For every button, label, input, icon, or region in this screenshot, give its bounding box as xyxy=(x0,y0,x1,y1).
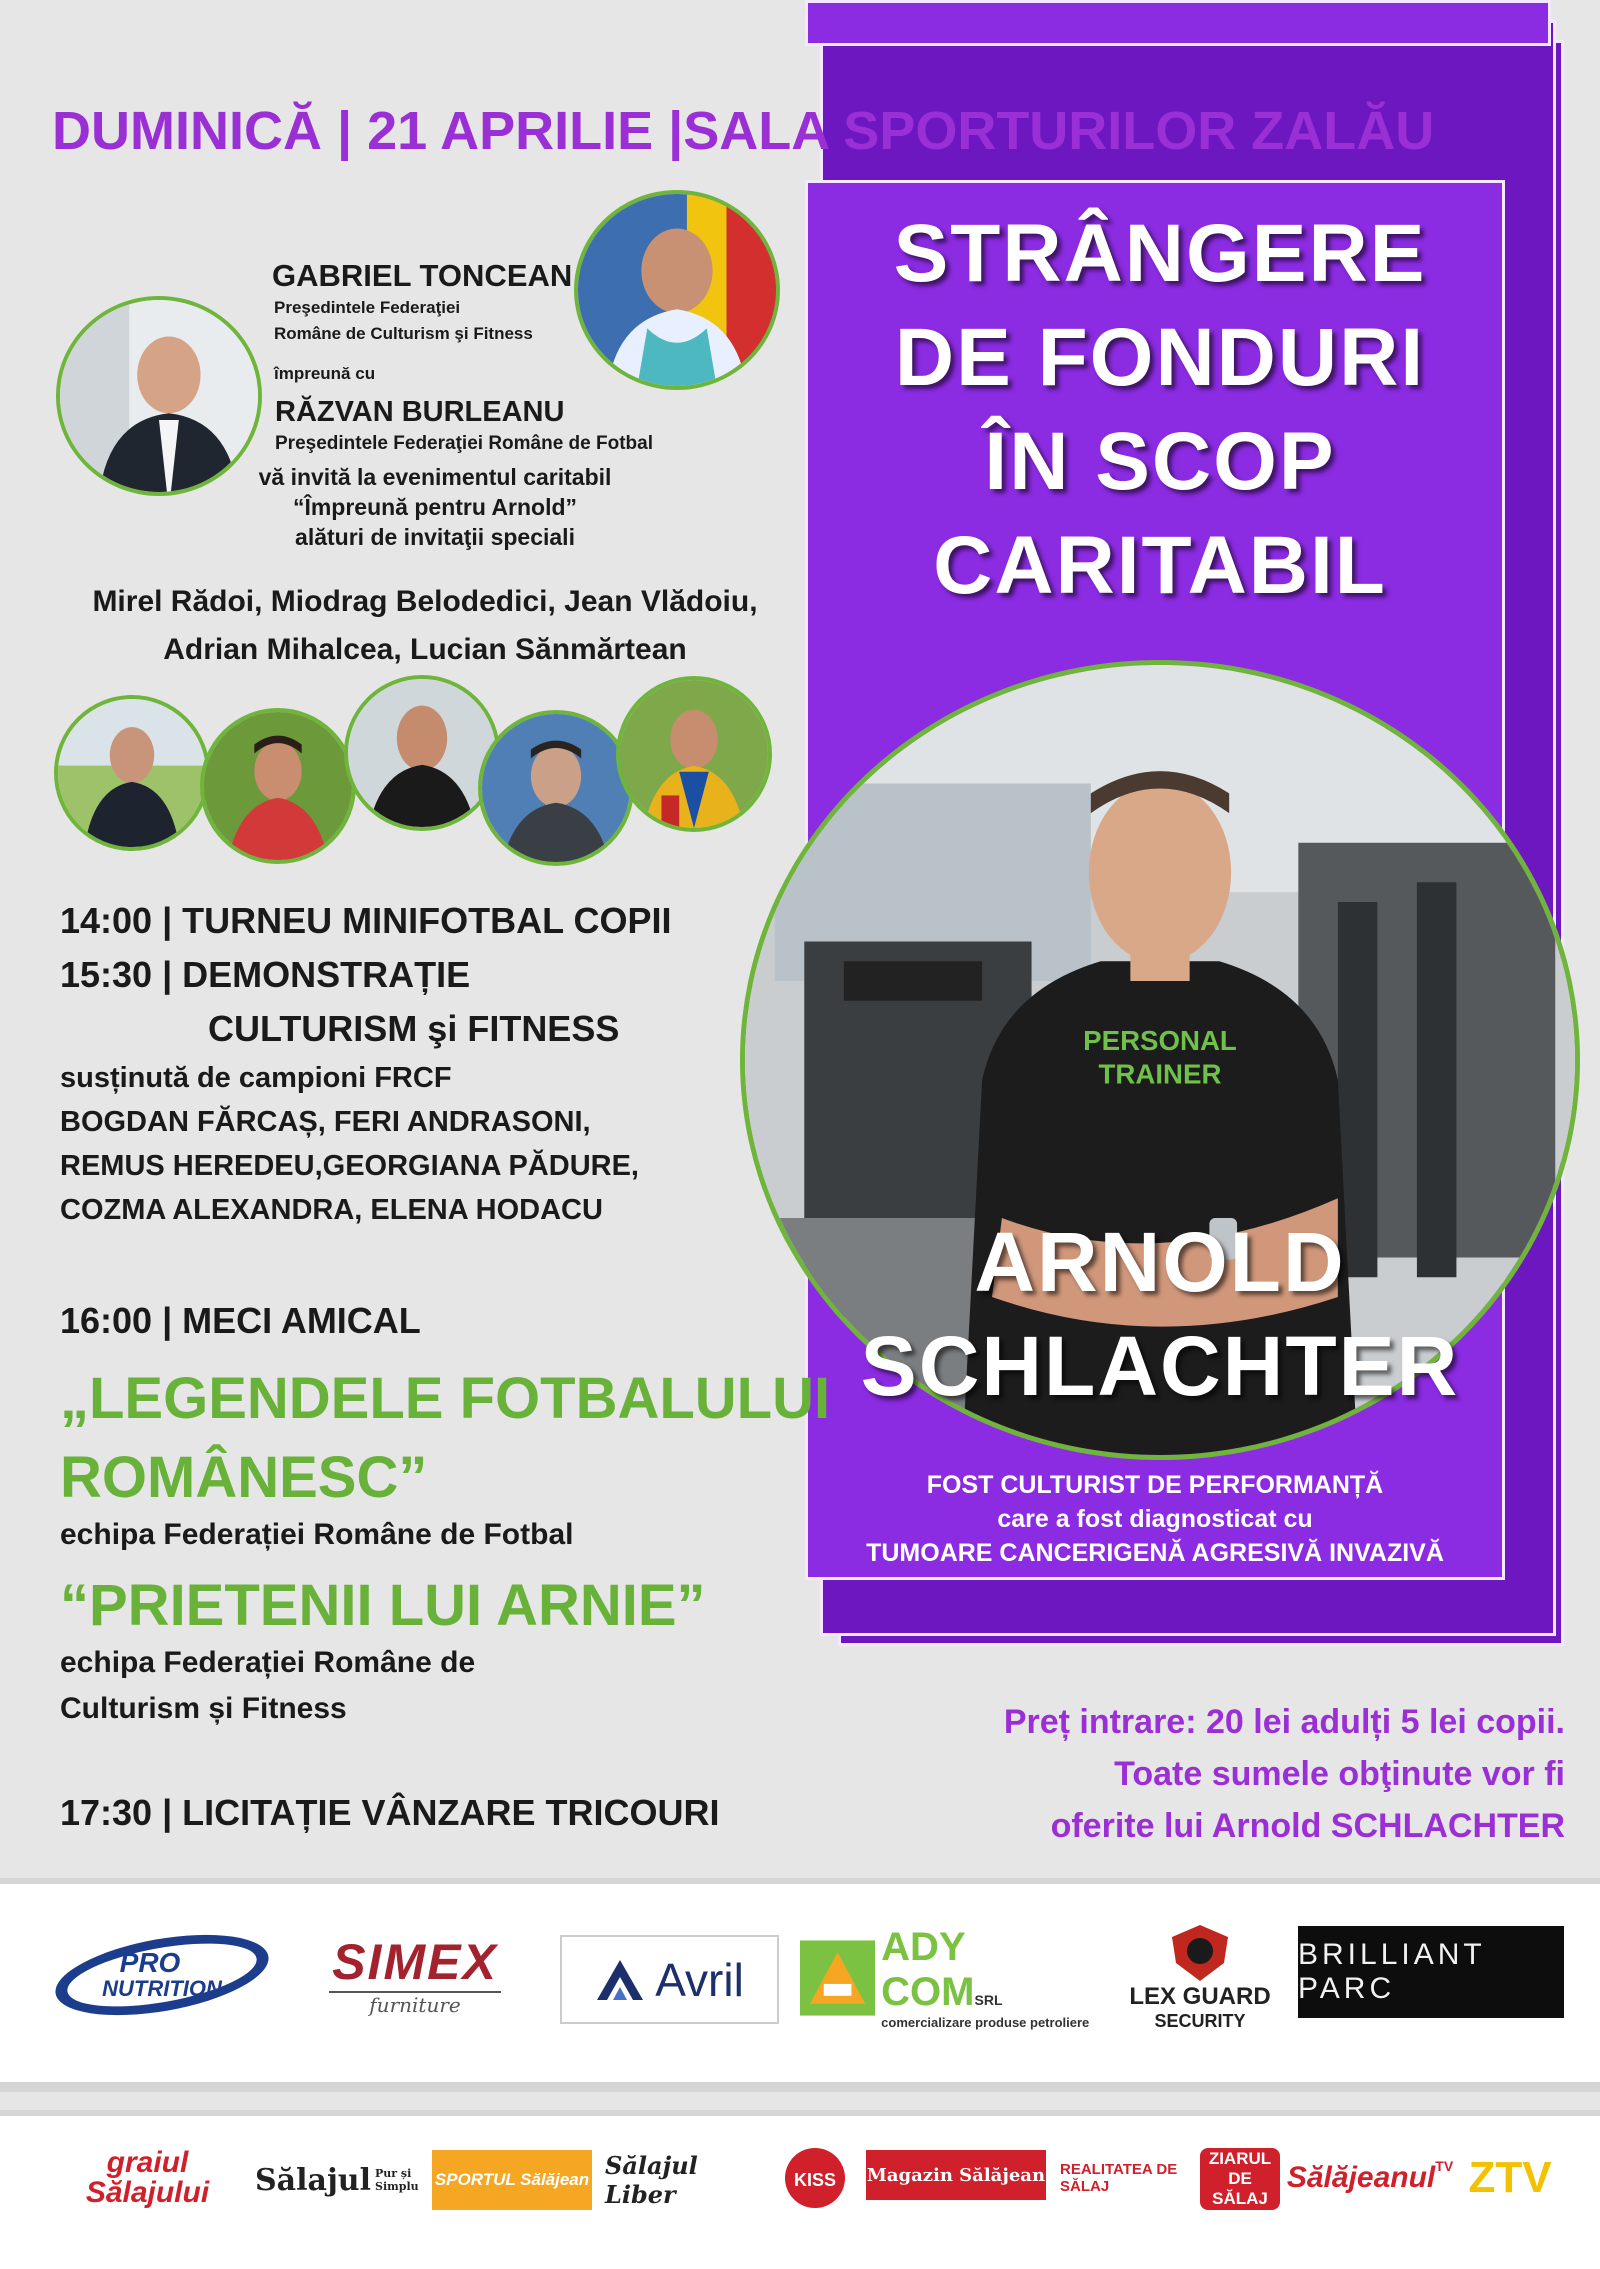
sportul-salajean-logo: SPORTUL Sălăjean xyxy=(432,2150,592,2210)
team1-desc: echipa Federației Române de Fotbal xyxy=(60,1518,574,1551)
salajului-text: Sălajului xyxy=(85,2176,210,2209)
guest-photo-radoi xyxy=(54,695,210,851)
team1-title-a: „LEGENDELE FOTBALULUI xyxy=(60,1366,831,1431)
kiss-text: KISS xyxy=(793,2170,837,2190)
special-guests xyxy=(40,578,810,674)
ztv-logo: ZTV xyxy=(1468,2152,1552,2202)
invite-line-1: vă invită la evenimentul caritabil xyxy=(258,464,612,490)
ziarul-de-salaj-logo: ZIARUL DE SĂLAJ xyxy=(1200,2148,1280,2210)
team2-title: “PRIETENII LUI ARNIE” xyxy=(60,1573,706,1638)
schedule-item-2d: BOGDAN FĂRCAȘ, FERI ANDRASONI, xyxy=(60,1106,591,1138)
host1-role-1: Preşedintele Federaţiei xyxy=(274,298,461,317)
event-date-location: DUMINICĂ | 21 APRILIE |SALA SPORTURILOR ZALĂU xyxy=(52,101,1435,161)
pro-text: PRO xyxy=(119,1947,181,1978)
schedule-item-2f: COZMA ALEXANDRA, ELENA HODACU xyxy=(60,1194,603,1226)
desc-line-3: TUMOARE CANCERIGENĂ AGRESIVĂ INVAZIVĂ xyxy=(866,1539,1444,1567)
guest-photo-mihalcea xyxy=(478,710,634,866)
price-info xyxy=(820,1696,1565,1852)
ady-com-logo xyxy=(800,1925,1095,2030)
lex-guard-shield-icon xyxy=(1168,1923,1232,1983)
guest-photo-belodedici xyxy=(200,708,356,864)
fundraising-title-1: STRÂNGERE xyxy=(893,208,1427,299)
host2-name: RĂZVAN BURLEANU xyxy=(275,396,565,428)
pur-simplu-text: Pur și Simplu xyxy=(375,2167,419,2193)
ady-com-srl: SRL xyxy=(974,1992,1003,2008)
salajul-liber-logo: Sălajul Liber xyxy=(605,2151,698,2209)
desc-line-1: FOST CULTURIST DE PERFORMANȚĂ xyxy=(926,1471,1384,1499)
host2-role: Preşedintele Federaţiei Române de Fotbal xyxy=(275,433,653,454)
guests-line-1: Mirel Rădoi, Miodrag Belodedici, Jean Vlădoiu, xyxy=(92,585,758,618)
together-with: împreună cu xyxy=(274,364,376,383)
schedule-item-2b: CULTURISM şi FITNESS xyxy=(208,1008,620,1049)
portrait-image xyxy=(578,194,776,386)
schedule-item-2a: 15:30 | DEMONSTRAȚIE xyxy=(60,954,471,995)
invite-block xyxy=(190,462,680,552)
nutrition-text: NUTRITION xyxy=(102,1976,222,2001)
desc-line-2: care a fost diagnosticat cu xyxy=(997,1505,1313,1533)
simex-text: SIMEX xyxy=(332,1934,498,1990)
schedule-item-1: 14:00 | TURNEU MINIFOTBAL COPII xyxy=(60,900,672,941)
lex-guard-sub: SECURITY xyxy=(1154,2011,1246,2031)
pro-nutrition-icon xyxy=(50,1920,275,2030)
graiul-salajului-logo xyxy=(55,2138,240,2218)
fundraising-title-4: CARITABIL xyxy=(933,520,1387,611)
lex-guard-text: LEX GUARD xyxy=(1129,1983,1271,2010)
team1-title-b: ROMÂNESC” xyxy=(60,1445,428,1510)
fundraising-title-3: ÎN SCOP xyxy=(984,416,1336,507)
panel-top-banner xyxy=(805,0,1551,46)
shirt-text-1: PERSONAL xyxy=(1083,1025,1237,1057)
guest-photo-sanmartean xyxy=(616,676,772,832)
host1-name: GABRIEL TONCEAN xyxy=(272,258,573,293)
salajul-pur-logo xyxy=(255,2145,430,2215)
price-line-3: oferite lui Arnold SCHLACHTER xyxy=(1050,1807,1565,1845)
salajeanul-tv-logo xyxy=(1286,2145,1454,2210)
portrait-image xyxy=(620,680,768,828)
schedule-item-3: 16:00 | MECI AMICAL xyxy=(60,1300,421,1341)
kiss-fm-logo xyxy=(770,2138,860,2218)
arnold-description xyxy=(805,1468,1505,1570)
schedule-item-2e: REMUS HEREDEU,GEORGIANA PĂDURE, xyxy=(60,1150,639,1182)
ady-com-icon xyxy=(800,1940,875,2016)
schedule-item-4: 17:30 | LICITAȚIE VÂNZARE TRICOURI xyxy=(60,1792,720,1833)
price-line-2: Toate sumele obţinute vor fi xyxy=(1114,1755,1565,1793)
avril-mountain-icon xyxy=(595,1955,645,2005)
graiul-text: graiul xyxy=(106,2146,189,2179)
ady-com-sub: comercializare produse petroliere xyxy=(881,2015,1090,2030)
invite-line-2: “Împreună pentru Arnold” xyxy=(292,494,578,520)
simex-sub: furniture xyxy=(329,1991,500,2017)
schedule-item-2c: susținută de campioni FRCF xyxy=(60,1062,452,1094)
avril-logo xyxy=(560,1935,779,2024)
team2-desc-b: Culturism și Fitness xyxy=(60,1692,347,1725)
arnold-name-2: SCHLACHTER xyxy=(860,1319,1460,1413)
team2-desc-a: echipa Federației Române de xyxy=(60,1646,476,1679)
fundraising-title-2: DE FONDURI xyxy=(894,312,1426,403)
magazin-salajean-logo: Magazin Sălăjean xyxy=(866,2150,1046,2200)
brilliant-parc-logo: BRILLIANT PARC xyxy=(1298,1926,1564,2018)
invite-line-3: alături de invitaţii speciali xyxy=(295,524,575,550)
portrait-image xyxy=(348,679,496,827)
pro-nutrition-logo xyxy=(50,1920,275,2030)
realitatea-de-salaj-logo: REALITATEA DE SĂLAJ xyxy=(1060,2161,1178,2195)
arnold-name-1: ARNOLD xyxy=(974,1215,1346,1309)
simex-logo xyxy=(295,1925,535,2025)
guests-line-2: Adrian Mihalcea, Lucian Sănmărtean xyxy=(163,633,687,666)
shirt-text-2: TRAINER xyxy=(1098,1058,1222,1090)
portrait-image xyxy=(204,712,352,860)
lex-guard-logo xyxy=(1120,1910,1280,2045)
host1-role-2: Române de Culturism şi Fitness xyxy=(274,324,533,343)
salajul-text: Sălajul xyxy=(255,2162,372,2198)
ady-com-text: ADY COM xyxy=(881,1925,975,2014)
avril-text: Avril xyxy=(655,1953,744,2006)
portrait-image xyxy=(58,699,206,847)
portrait-image xyxy=(482,714,630,862)
kiss-icon xyxy=(783,2146,847,2210)
salajeanul-tv-text: TV xyxy=(1435,2157,1454,2174)
guest-photo-vladoiu xyxy=(344,675,500,831)
price-line-1: Preț intrare: 20 lei adulți 5 lei copii. xyxy=(1003,1703,1565,1741)
salajeanul-text: Sălăjeanul xyxy=(1286,2160,1436,2194)
gabriel-toncean-photo xyxy=(574,190,780,390)
